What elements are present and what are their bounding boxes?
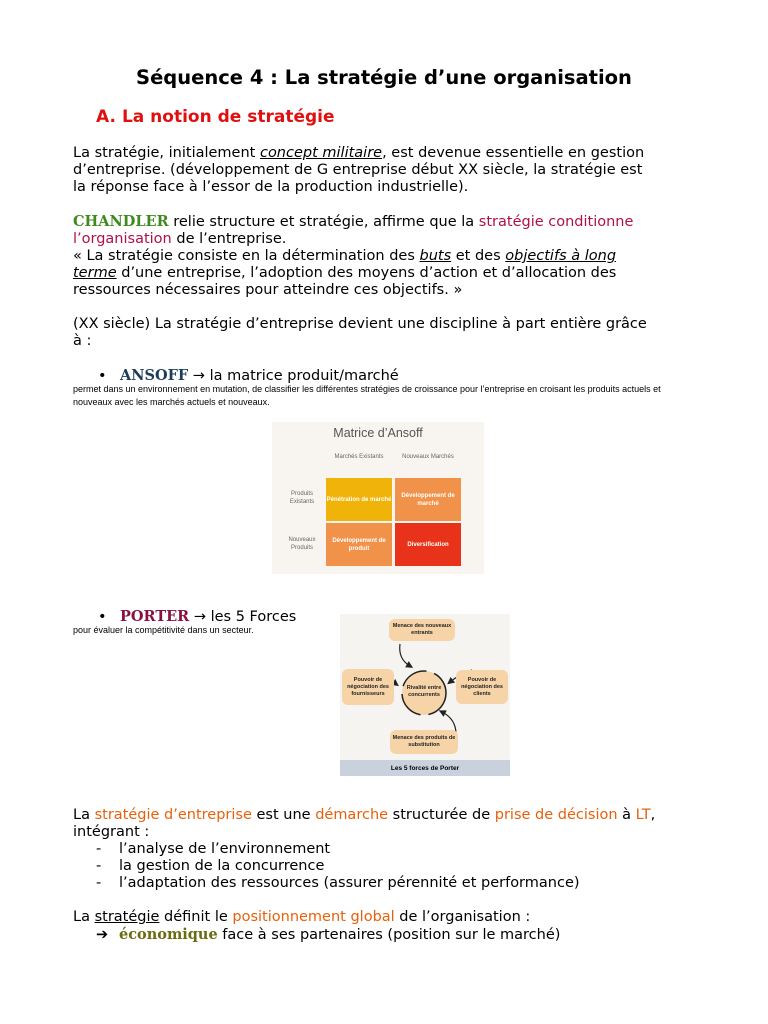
- position-line: [73, 909, 530, 926]
- intro-text: , est devenue essentielle en gestion: [382, 145, 645, 161]
- strategy-paragraph: [73, 807, 763, 841]
- position-highlight: positionnement global: [232, 909, 395, 925]
- strategy-text: ,: [650, 807, 656, 823]
- matrix-cell-dev-produit: Développement de produit: [326, 523, 392, 566]
- section-a-heading: [96, 107, 335, 127]
- intro-text: la réponse face à l’essor de la production industrielle).: [73, 179, 469, 195]
- matrix-cell-diversification: Diversification: [395, 523, 461, 566]
- porter-text: → les 5 Forces: [189, 609, 297, 625]
- strategy-text: est une: [251, 807, 316, 823]
- force-substitutes: Menace des produits de substitution: [390, 730, 458, 754]
- force-clients: Pouvoir de négociation des clients: [456, 670, 508, 704]
- dash-icon: -: [96, 858, 102, 874]
- section-a-label: La notion de stratégie: [121, 107, 335, 127]
- ansoff-desc-line: nouveaux avec les marchés actuels et nouveaux.: [73, 397, 270, 407]
- strategy-text: structurée de: [388, 807, 495, 823]
- bullet-icon: •: [98, 609, 107, 625]
- dash-icon: -: [96, 841, 102, 857]
- matrix-title: Matrice d’Ansoff: [333, 426, 423, 440]
- chandler-quote: et des: [451, 248, 506, 264]
- economique-label: économique: [119, 926, 218, 943]
- intro-text: d’entreprise. (développement de G entreprise début XX siècle, la stratégie est: [73, 162, 643, 178]
- force-rivalry: Rivalité entre concurrents: [406, 685, 442, 698]
- page-title: Séquence 4 : La stratégie d’une organisation: [136, 66, 632, 89]
- dash-icon: -: [96, 875, 102, 891]
- position-strategie: stratégie: [94, 909, 160, 925]
- economique-text: face à ses partenaires (position sur le marché): [217, 927, 561, 943]
- chandler-highlight: l’organisation: [73, 231, 172, 247]
- force-new-entrants: Menace des nouveaux entrants: [389, 619, 455, 641]
- porter-diagram-image: [340, 614, 510, 776]
- chandler-terme: terme: [73, 265, 117, 281]
- matrix-col-header: Nouveaux Marchés: [402, 454, 454, 460]
- intro-text: La stratégie, initialement: [73, 145, 260, 161]
- strategy-highlight: stratégie d’entreprise: [94, 807, 252, 823]
- strategy-text: intégrant :: [73, 824, 150, 840]
- position-text: définit le: [159, 909, 233, 925]
- strategy-text: La: [73, 807, 95, 823]
- force-suppliers: Pouvoir de négociation des fournisseurs: [342, 669, 394, 705]
- section-a-number: A.: [96, 107, 116, 127]
- matrix-cell-penetration: Pénétration de marché: [326, 478, 392, 521]
- chandler-highlight: stratégie conditionne: [478, 214, 634, 230]
- xx-text: (XX siècle) La stratégie d’entreprise devient une discipline à part entière grâce: [73, 316, 647, 332]
- chandler-text: de l’entreprise.: [171, 231, 287, 247]
- matrix-cell-dev-marche: Développement de marché: [395, 478, 461, 521]
- matrix-row-header: Produits Existants: [289, 491, 315, 505]
- intro-paragraph: [73, 145, 644, 196]
- list-item: [0, 841, 580, 858]
- porter-name: PORTER: [120, 608, 190, 625]
- xx-text: à :: [73, 333, 92, 349]
- chandler-paragraph: [73, 213, 633, 299]
- arrow-icon: ➔: [96, 927, 109, 943]
- strategy-text: à: [617, 807, 636, 823]
- list-item: [0, 858, 580, 875]
- ansoff-text: → la matrice produit/marché: [188, 368, 399, 384]
- list-item-text: la gestion de la concurrence: [119, 858, 325, 874]
- porter-description: pour évaluer la compétitivité dans un secteur.: [73, 625, 254, 635]
- bullet-icon: •: [98, 368, 107, 384]
- chandler-text: relie structure et stratégie, affirme que la: [168, 214, 479, 230]
- matrix-row-header: Nouveaux Produits: [288, 537, 316, 551]
- chandler-quote: « La stratégie consiste en la détermination des: [73, 248, 420, 264]
- chandler-buts: buts: [419, 248, 452, 264]
- position-text: La: [73, 909, 95, 925]
- xx-paragraph: [73, 316, 647, 350]
- list-item: [0, 875, 580, 892]
- chandler-name: CHANDLER: [73, 213, 169, 230]
- porter-footer: Les 5 forces de Porter: [340, 760, 510, 776]
- economique-line: [0, 926, 560, 944]
- list-item-text: l’analyse de l’environnement: [119, 841, 331, 857]
- strategy-highlight: démarche: [315, 807, 389, 823]
- chandler-quote: d’une entreprise, l’adoption des moyens d’action et d’allocation des: [116, 265, 617, 281]
- position-text: de l’organisation :: [394, 909, 531, 925]
- chandler-quote: ressources nécessaires pour atteindre ces objectifs. »: [73, 282, 463, 298]
- ansoff-name: ANSOFF: [120, 367, 189, 384]
- chandler-objectifs: objectifs à long: [505, 248, 617, 264]
- ansoff-description: [73, 383, 661, 409]
- strategy-highlight: prise de décision: [494, 807, 618, 823]
- matrix-col-header: Marchés Existants: [334, 454, 384, 460]
- ansoff-desc-line: permet dans un environnement en mutation, de classifier les différentes stratégies de croissance pour l’entreprise en croisant les produits actuels et: [73, 384, 661, 394]
- intro-concept-militaire: concept militaire: [259, 145, 383, 161]
- ansoff-matrix-image: [272, 422, 484, 574]
- list-item-text: l’adaptation des ressources (assurer pérennité et performance): [119, 875, 580, 891]
- strategy-list: [0, 841, 580, 892]
- strategy-highlight: LT: [635, 807, 651, 823]
